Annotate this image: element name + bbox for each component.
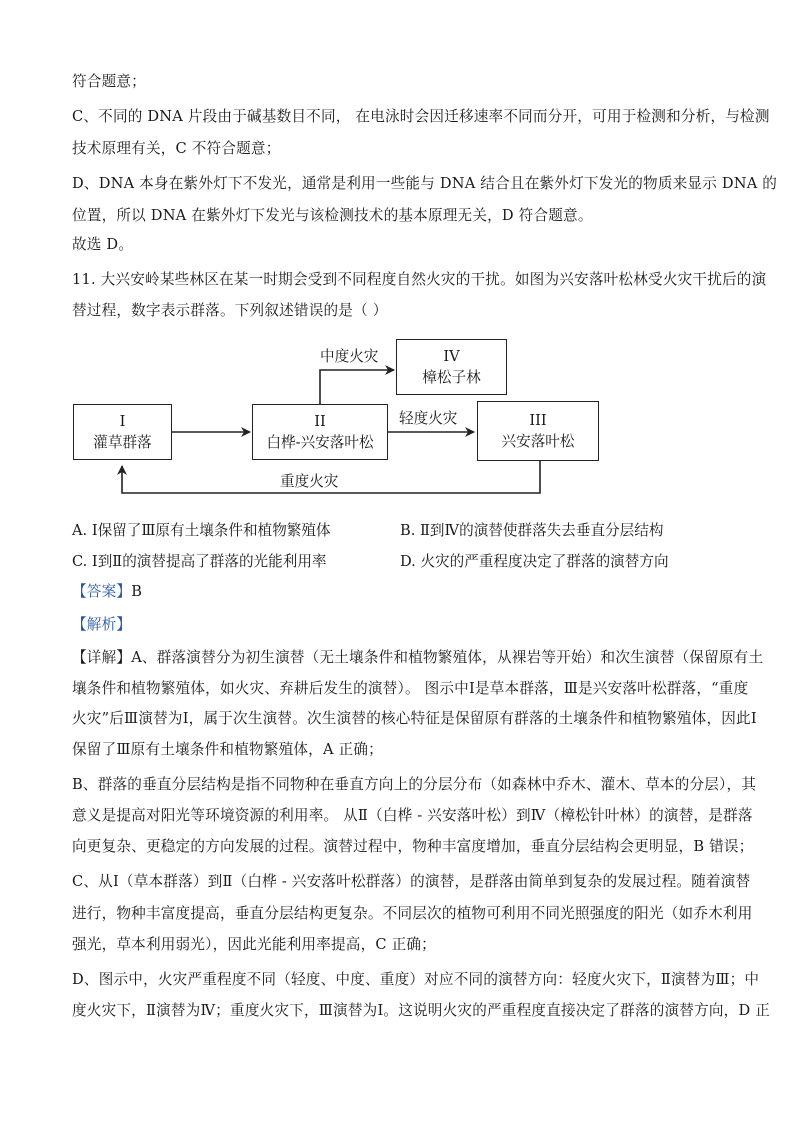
box-iii-number: III	[529, 412, 547, 429]
detail-line-1: 【详解】A、群落演替分为初生演替（无土壤条件和植物繁殖体，从裸岩等开始）和次生演替（保留原有土	[72, 649, 764, 666]
detail-tag: 【详解】	[72, 649, 132, 666]
detail-line-9: 进行，物种丰富度提高，垂直分层结构更复杂。不同层次的植物可利用不同光照强度的阳光（如乔木利用	[72, 905, 753, 922]
detail-line-12: 度火灾下，Ⅱ演替为Ⅳ；重度火灾下，Ⅲ演替为Ⅰ。这说明火灾的严重程度直接决定了群落的演替方向，D 正	[72, 1002, 771, 1019]
option-a: A. Ⅰ保留了Ⅲ原有土壤条件和植物繁殖体	[72, 522, 331, 539]
option-c: C. Ⅰ到Ⅱ的演替提高了群落的光能利用率	[72, 553, 327, 570]
prev-answer-line-4: D、DNA 本身在紫外灯下不发光，通常是利用一些能与 DNA 结合且在紫外灯下发光的物质来显示 DNA 的	[72, 175, 778, 192]
box-iii-name: 兴安落叶松	[501, 433, 575, 450]
analysis-tag: 【解析】	[72, 616, 132, 633]
box-i-number: I	[119, 413, 126, 430]
box-ii-name: 白桦-兴安落叶松	[266, 434, 374, 451]
box-i-name: 灌草群落	[93, 434, 152, 451]
prev-answer-line-1: 符合题意；	[72, 73, 146, 90]
box-ii-number: II	[314, 413, 326, 430]
answer-value: B	[131, 583, 143, 600]
label-heavy-fire: 重度火灾	[280, 473, 339, 490]
box-iv-number: IV	[443, 348, 460, 365]
prev-answer-line-5: 位置，所以 DNA 在紫外灯下发光与该检测技术的基本原理无关，D 符合题意。	[72, 207, 593, 224]
question-line-2: 替过程，数字表示群落。下列叙述错误的是（ ）	[72, 302, 388, 319]
detail-line-4: 保留了Ⅲ原有土壤条件和植物繁殖体，A 正确；	[72, 741, 383, 758]
box-community-iii	[477, 401, 599, 461]
detail-line-6: 意义是提高对阳光等环境资源的利用率。 从Ⅱ（白桦 - 兴安落叶松）到Ⅳ（樟松针叶林）的演替，是群落	[72, 807, 753, 824]
detail-line-8: C、从Ⅰ（草本群落）到Ⅱ（白桦 - 兴安落叶松群落）的演替，是群落由简单到复杂的发展过程。随着演替	[72, 873, 751, 890]
prev-answer-line-6: 故选 D。	[72, 236, 134, 253]
box-iv-name: 樟松子林	[422, 369, 481, 386]
box-community-i	[73, 404, 172, 460]
answer-tag: 【答案】	[72, 583, 132, 600]
option-d: D. 火灾的严重程度决定了群落的演替方向	[400, 553, 669, 570]
detail-line-7: 向更复杂、更稳定的方向发展的过程。演替过程中，物种丰富度增加，垂直分层结构会更明显，B 错误；	[72, 838, 754, 855]
detail-line-3: 火灾”后Ⅲ演替为Ⅰ，属于次生演替。次生演替的核心特征是保留原有群落的土壤条件和植物繁殖体，因此Ⅰ	[72, 710, 757, 727]
label-light-fire: 轻度火灾	[399, 410, 458, 427]
detail-line-2: 壤条件和植物繁殖体，如火灾、弃耕后发生的演替）。 图示中Ⅰ是草本群落，Ⅲ是兴安落叶松群落，“重度	[72, 680, 749, 697]
label-medium-fire: 中度火灾	[320, 348, 379, 365]
box-community-ii	[252, 404, 388, 460]
box-community-iv	[396, 339, 507, 395]
detail-line-11: D、图示中，火灾严重程度不同（轻度、中度、重度）对应不同的演替方向：轻度火灾下，Ⅱ演替为Ⅲ；中	[72, 971, 760, 988]
question-line-1: 11. 大兴安岭某些林区在某一时期会受到不同程度自然火灾的干扰。如图为兴安落叶松林受火灾干扰后的演	[72, 271, 767, 288]
detail-line-10: 强光，草本利用弱光），因此光能利用率提高，C 正确；	[72, 936, 436, 953]
prev-answer-line-2: C、不同的 DNA 片段由于碱基数目不同， 在电泳时会因迁移速率不同而分开，可用于检测和分析，与检测	[72, 108, 770, 125]
answer-line	[72, 582, 142, 602]
detail-line-5: B、群落的垂直分层结构是指不同物种在垂直方向上的分层分布（如森林中乔木、灌木、草本的分层），其	[72, 776, 757, 793]
option-b: B. Ⅱ到Ⅳ的演替使群落失去垂直分层结构	[400, 522, 664, 539]
arrow-ii-to-iv	[320, 370, 394, 404]
prev-answer-line-3: 技术原理有关，C 不符合题意；	[72, 140, 281, 157]
